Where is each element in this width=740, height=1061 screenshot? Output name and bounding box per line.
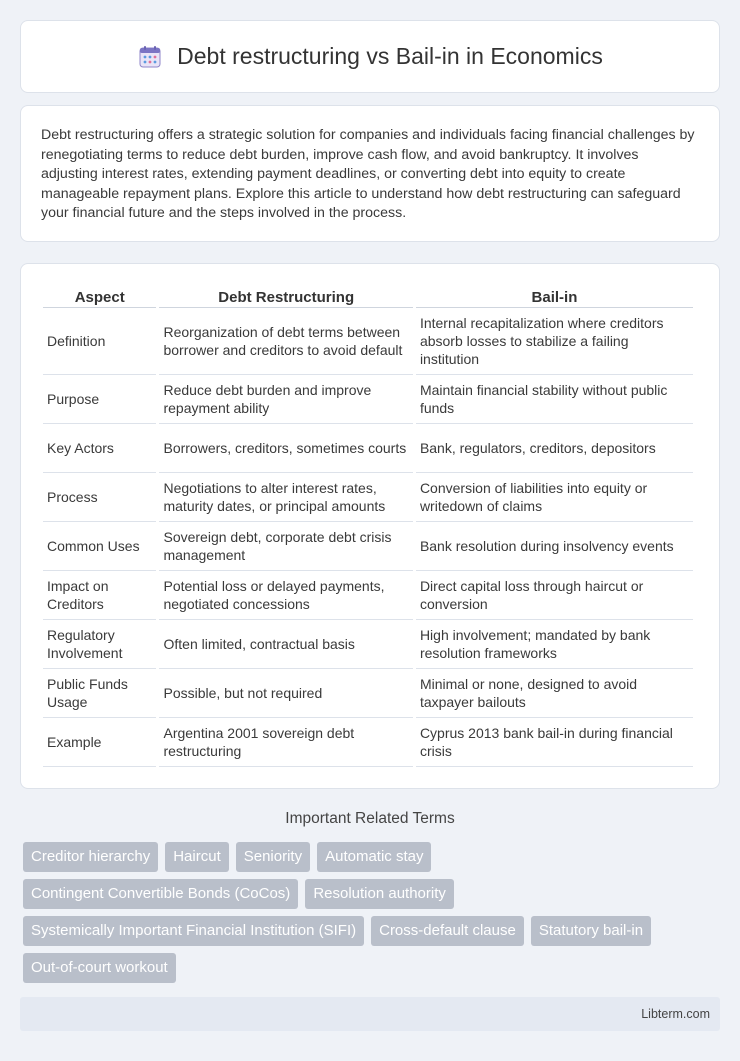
table-row <box>43 522 693 571</box>
table-row <box>43 424 693 473</box>
table-cell: Definition <box>43 308 156 375</box>
table-cell: Impact on Creditors <box>43 571 156 620</box>
page-title: Debt restructuring vs Bail-in in Economics <box>177 43 603 69</box>
footer <box>20 997 720 1031</box>
table-cell: High involvement; mandated by bank resolution frameworks <box>416 620 693 669</box>
tag-seniority[interactable]: Seniority <box>236 842 310 872</box>
table-row <box>43 473 693 522</box>
table-cell: Regulatory Involvement <box>43 620 156 669</box>
tag-resolution-authority[interactable]: Resolution authority <box>305 879 454 909</box>
table-cell: Potential loss or delayed payments, negotiated concessions <box>159 571 412 620</box>
tag-sifi[interactable]: Systemically Important Financial Institution (SIFI) <box>23 916 364 946</box>
header-debt-restructuring: Debt Restructuring <box>159 282 412 308</box>
table-cell: Sovereign debt, corporate debt crisis management <box>159 522 412 571</box>
tag-creditor-hierarchy[interactable]: Creditor hierarchy <box>23 842 158 872</box>
table-cell: Reorganization of debt terms between borrower and creditors to avoid default <box>159 308 412 375</box>
table-cell: Argentina 2001 sovereign debt restructuring <box>159 718 412 767</box>
table-cell: Bank, regulators, creditors, depositors <box>416 424 693 473</box>
table-cell: Internal recapitalization where creditors absorb losses to stabilize a failing institution <box>416 308 693 375</box>
table-cell: Negotiations to alter interest rates, maturity dates, or principal amounts <box>159 473 412 522</box>
table-cell: Public Funds Usage <box>43 669 156 718</box>
table-cell: Purpose <box>43 375 156 424</box>
table-cell: Process <box>43 473 156 522</box>
footer-site-link[interactable]: Libterm.com <box>641 1007 710 1021</box>
table-row <box>43 375 693 424</box>
table-cell: Minimal or none, designed to avoid taxpayer bailouts <box>416 669 693 718</box>
table-cell: Bank resolution during insolvency events <box>416 522 693 571</box>
table-cell: Key Actors <box>43 424 156 473</box>
header-bail-in: Bail-in <box>416 282 693 308</box>
tag-automatic-stay[interactable]: Automatic stay <box>317 842 431 872</box>
table-cell: Often limited, contractual basis <box>159 620 412 669</box>
header-aspect: Aspect <box>43 282 156 308</box>
table-cell: Example <box>43 718 156 767</box>
tag-haircut[interactable]: Haircut <box>165 842 229 872</box>
table-cell: Direct capital loss through haircut or conversion <box>416 571 693 620</box>
table-header-row <box>43 282 693 308</box>
intro-text: Debt restructuring offers a strategic solution for companies and individuals facing financial challenges by renegotiating terms to reduce debt burden, improve cash flow, and avoid bankruptcy. It involves adjusting interest rates, extending payment deadlines, or converting debt into equity to create manageable repayment plans. Explore this article to understand how debt restructuring can safeguard your financial future and the steps involved in the process. <box>41 127 695 221</box>
tag-cross-default-clause[interactable]: Cross-default clause <box>371 916 524 946</box>
table-cell: Cyprus 2013 bank bail-in during financial crisis <box>416 718 693 767</box>
table-row <box>43 308 693 375</box>
comparison-table <box>40 282 696 767</box>
table-cell: Possible, but not required <box>159 669 412 718</box>
title-card <box>20 20 720 93</box>
table-row <box>43 620 693 669</box>
table-row <box>43 718 693 767</box>
table-cell: Reduce debt burden and improve repayment ability <box>159 375 412 424</box>
table-cell: Maintain financial stability without public funds <box>416 375 693 424</box>
table-row <box>43 571 693 620</box>
related-terms-title: Important Related Terms <box>285 810 455 827</box>
tag-cocos[interactable]: Contingent Convertible Bonds (CoCos) <box>23 879 298 909</box>
intro-card <box>20 105 720 242</box>
table-row <box>43 669 693 718</box>
related-terms-list <box>23 842 723 990</box>
tag-statutory-bail-in[interactable]: Statutory bail-in <box>531 916 651 946</box>
table-cell: Conversion of liabilities into equity or writedown of claims <box>416 473 693 522</box>
comparison-table-card <box>20 263 720 789</box>
calendar-grid-icon <box>137 44 163 70</box>
table-cell: Borrowers, creditors, sometimes courts <box>159 424 412 473</box>
table-cell: Common Uses <box>43 522 156 571</box>
tag-out-of-court-workout[interactable]: Out-of-court workout <box>23 953 176 983</box>
